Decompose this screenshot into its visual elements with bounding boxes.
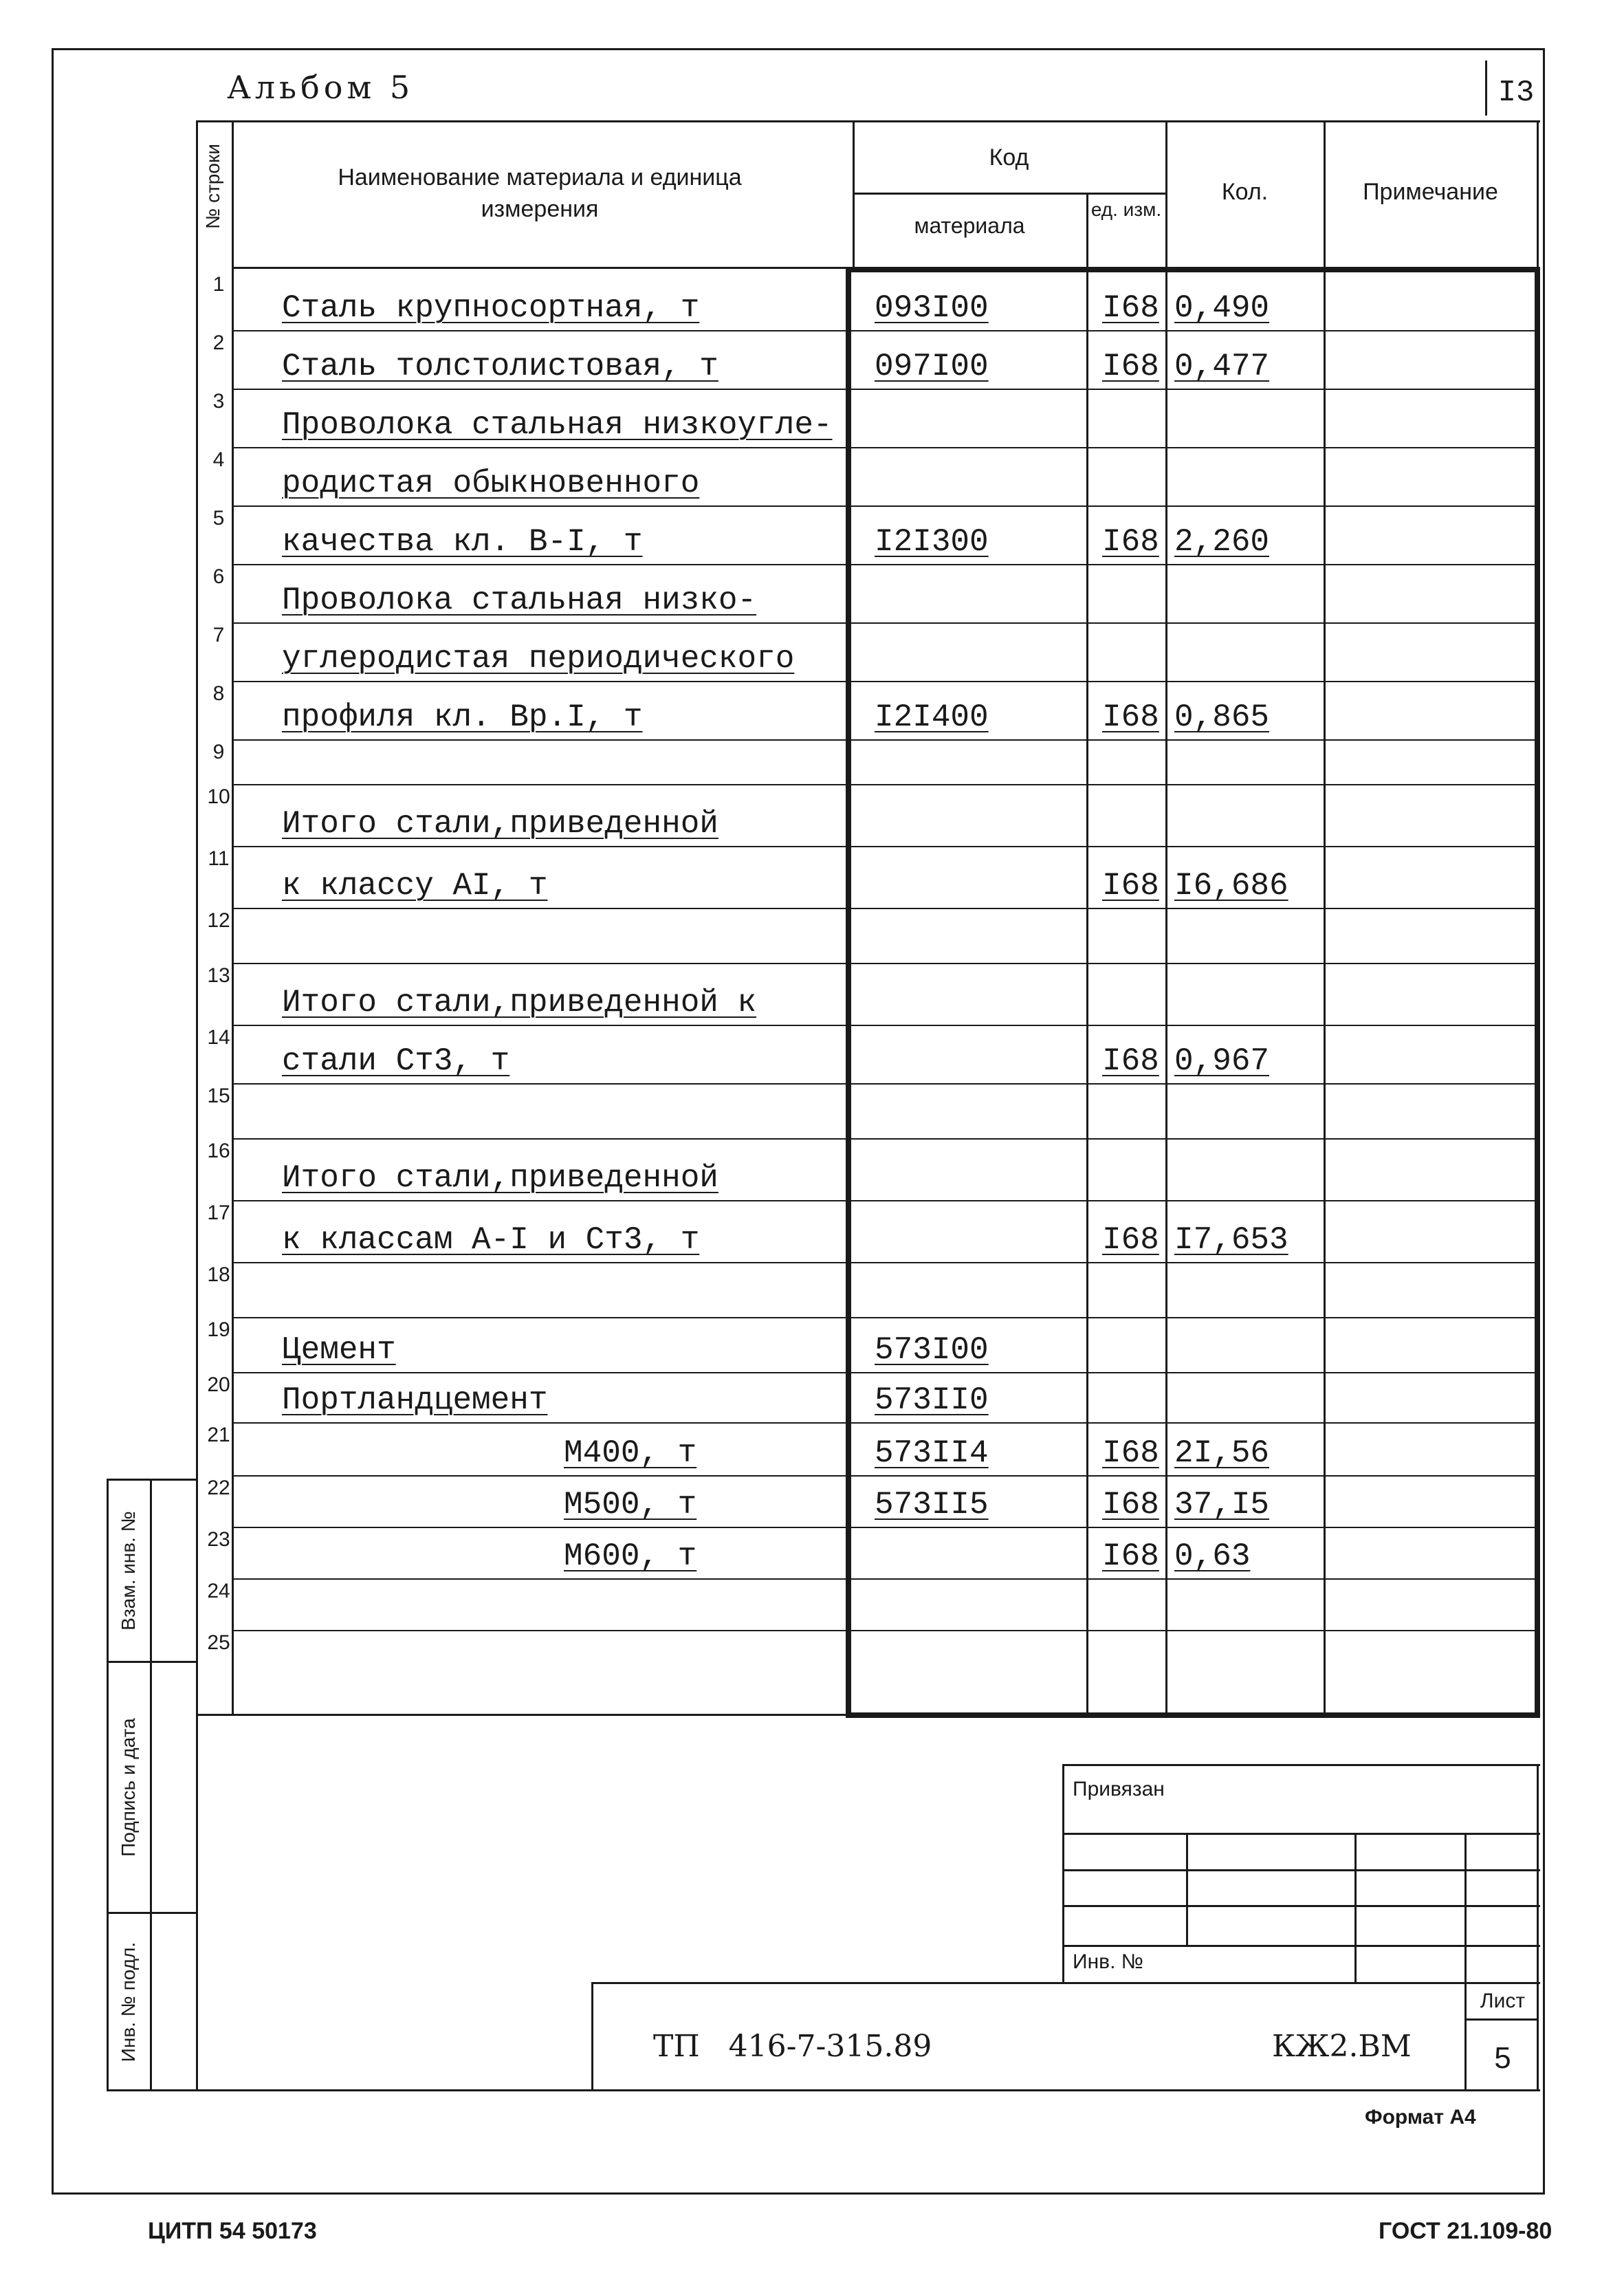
- stamp-left-line: [196, 1716, 198, 2091]
- row-number: 17: [207, 1201, 230, 1224]
- col-line-right-hdr: [1537, 120, 1539, 268]
- table-row-line: [232, 1630, 1538, 1631]
- stamp-main-top: [591, 1982, 1540, 1984]
- quantity: 0,477: [1174, 349, 1270, 384]
- material-name: М600, т: [564, 1538, 697, 1574]
- quantity: 2I,56: [1174, 1435, 1270, 1471]
- row-number: 22: [207, 1477, 230, 1499]
- material-code: 093I00: [875, 290, 989, 326]
- table-row-line: [232, 1138, 1538, 1140]
- footer-left: ЦИТП 54 50173: [148, 2218, 317, 2244]
- unit-code: I68: [1102, 290, 1159, 326]
- material-name: родистая обыкновенного: [282, 466, 700, 501]
- row-number: 12: [207, 909, 230, 932]
- header-note: Примечание: [1363, 179, 1498, 205]
- table-row-line: [232, 1578, 1538, 1580]
- table-row-line: [232, 622, 1538, 624]
- material-name: качества кл. В-I, т: [282, 524, 643, 560]
- table-row-line: [232, 1200, 1538, 1201]
- row-number: 21: [207, 1424, 230, 1446]
- unit-code: I68: [1102, 349, 1159, 384]
- table-row-line: [232, 963, 1538, 964]
- stamp-grid-1: [1062, 1833, 1540, 1835]
- quantity: 2,260: [1174, 524, 1270, 560]
- material-code: I2I400: [875, 699, 989, 735]
- row-number: 7: [212, 624, 225, 646]
- quantity: 0,865: [1174, 699, 1270, 735]
- table-row-line: [232, 330, 1538, 331]
- privyazan-label: Привязан: [1073, 1778, 1165, 1800]
- row-number: 4: [212, 448, 225, 471]
- stamp-grid-3: [1062, 1905, 1540, 1907]
- side-row-1: [107, 1661, 196, 1663]
- table-row-line: [232, 1025, 1538, 1026]
- page-no-box-left: [1485, 61, 1487, 116]
- table-row-line: [232, 1475, 1538, 1477]
- frame-right: [1543, 48, 1545, 2194]
- material-code: I2I300: [875, 524, 989, 560]
- quantity: 37,I5: [1174, 1487, 1270, 1523]
- material-name: Проволока стальная низкоугле-: [282, 407, 833, 443]
- table-row-line: [232, 389, 1538, 390]
- row-number: 10: [207, 785, 230, 808]
- row-number: 2: [212, 331, 225, 354]
- row-number: 15: [207, 1085, 230, 1107]
- material-name: Итого стали,приведенной: [282, 1160, 718, 1196]
- material-name: М400, т: [564, 1435, 697, 1471]
- page-number: I3: [1497, 76, 1535, 110]
- stamp-vgrid-1: [1186, 1833, 1188, 1946]
- body-left-thick: [846, 267, 851, 1718]
- row-number: 5: [212, 507, 225, 530]
- unit-code: I68: [1102, 1435, 1159, 1471]
- stamp-grid-2: [1062, 1869, 1540, 1871]
- table-row-line: [232, 1262, 1538, 1263]
- stamp-privyazan-top: [1062, 1764, 1540, 1766]
- unit-code: I68: [1102, 699, 1159, 735]
- header-material-name: Наименование материала и единица измерения: [338, 164, 742, 222]
- row-number: 20: [207, 1373, 230, 1396]
- album-label: Альбом 5: [227, 69, 415, 106]
- footer-right: ГОСТ 21.109-80: [1379, 2218, 1552, 2244]
- side-vzam-inv: Взам. инв. №: [118, 1511, 139, 1631]
- col-line-num: [232, 120, 234, 1716]
- stamp-vgrid-3: [1464, 1833, 1467, 2091]
- code-sub-line: [853, 193, 1165, 195]
- table-top-line: [196, 120, 1540, 122]
- sheet-number: 5: [1494, 2041, 1511, 2075]
- material-name: к классу АI, т: [282, 868, 548, 904]
- unit-code: I68: [1102, 868, 1159, 904]
- material-code: 573II5: [875, 1487, 989, 1523]
- header-code-unit: ед. изм.: [1090, 199, 1162, 220]
- col-line-left: [196, 120, 198, 1716]
- row-number: 25: [207, 1631, 230, 1654]
- header-row-number: № строки: [202, 144, 223, 229]
- material-code: 573I00: [875, 1332, 989, 1368]
- col-line-code: [1086, 268, 1088, 1715]
- table-row-line: [232, 447, 1538, 448]
- header-quantity: Кол.: [1221, 179, 1269, 205]
- col-line-unit: [1165, 268, 1167, 1715]
- frame-left: [52, 48, 54, 2194]
- row-number: 24: [207, 1580, 230, 1602]
- frame-bottom: [52, 2192, 1545, 2195]
- side-inv-podl: Инв. № подл.: [118, 1941, 139, 2062]
- row-number: 6: [212, 565, 225, 588]
- material-name: Итого стали,приведенной: [282, 806, 718, 842]
- project-designation: ТП 416-7-315.89: [653, 2029, 932, 2064]
- row-number: 3: [212, 390, 225, 413]
- material-name: профиля кл. Вр.I, т: [282, 699, 643, 735]
- row-number: 9: [212, 741, 225, 763]
- side-row-bottom: [107, 2089, 196, 2091]
- material-name: Итого стали,приведенной к: [282, 985, 757, 1021]
- stamp-privyazan-left: [1062, 1764, 1064, 1984]
- row-number: 8: [212, 682, 225, 705]
- table-row-line: [232, 681, 1538, 682]
- material-name: углеродистая периодического: [282, 641, 795, 677]
- material-name: Проволока стальная низко-: [282, 583, 757, 618]
- row-number: 23: [207, 1528, 230, 1551]
- table-row-line: [232, 1422, 1538, 1424]
- table-row-line: [232, 1083, 1538, 1085]
- material-name: к классам А-I и Ст3, т: [282, 1222, 700, 1258]
- body-right-thick: [1535, 267, 1540, 1718]
- material-code: 573II0: [875, 1382, 989, 1418]
- material-name: стали Ст3, т: [282, 1043, 510, 1079]
- document-code: КЖ2.ВМ: [1272, 2029, 1412, 2064]
- quantity: I7,653: [1174, 1222, 1288, 1258]
- material-code: 097I00: [875, 349, 989, 384]
- material-code: 573II4: [875, 1435, 989, 1471]
- row-number: 1: [212, 273, 225, 296]
- stamp-vgrid-2: [1354, 1833, 1357, 1984]
- stamp-right: [1537, 1764, 1539, 2091]
- material-name: Портландцемент: [282, 1382, 548, 1418]
- inv-no-label: Инв. №: [1073, 1950, 1143, 1973]
- unit-code: I68: [1102, 1043, 1159, 1079]
- side-col-mid: [150, 1479, 152, 2091]
- material-name: Сталь толстолистовая, т: [282, 349, 718, 384]
- stamp-grid-4: [1062, 1945, 1540, 1947]
- row-number: 11: [208, 847, 230, 870]
- side-row-2: [107, 1912, 196, 1914]
- header-code-material: материала: [914, 213, 1025, 238]
- side-podpis-data: Подпись и дата: [118, 1718, 139, 1857]
- unit-code: I68: [1102, 1487, 1159, 1523]
- sheet-label: Лист: [1480, 1990, 1526, 2012]
- stamp-main-left: [591, 1982, 593, 2091]
- stamp-sheet-divider: [1464, 2018, 1539, 2021]
- row-number: 19: [207, 1318, 230, 1341]
- material-name: Цемент: [282, 1332, 396, 1368]
- col-line-qty: [1324, 268, 1326, 1715]
- frame-top: [52, 48, 1545, 50]
- table-row-line: [232, 908, 1538, 909]
- table-row-line: [232, 564, 1538, 565]
- unit-code: I68: [1102, 1222, 1159, 1258]
- material-name: Сталь крупносортная, т: [282, 290, 700, 326]
- side-row-top: [107, 1479, 196, 1481]
- body-top-thick: [846, 267, 1540, 272]
- table-row-line: [232, 505, 1538, 507]
- stamp-bottom: [196, 2089, 1540, 2091]
- header-code: Код: [989, 144, 1029, 171]
- table-row-line: [232, 1317, 1538, 1318]
- table-row-line: [232, 846, 1538, 847]
- table-row-line: [232, 739, 1538, 741]
- quantity: 0,967: [1174, 1043, 1270, 1079]
- table-row-line: [232, 784, 1538, 785]
- row-number: 16: [207, 1140, 230, 1162]
- format-label: Формат А4: [1365, 2106, 1476, 2129]
- row-number: 18: [207, 1263, 230, 1286]
- side-col-left: [107, 1479, 109, 2091]
- unit-code: I68: [1102, 524, 1159, 560]
- table-row-line: [232, 1714, 1538, 1715]
- material-name: М500, т: [564, 1487, 697, 1523]
- quantity: 0,63: [1174, 1538, 1251, 1574]
- quantity: 0,490: [1174, 290, 1270, 326]
- row-number: 13: [207, 964, 230, 987]
- row-number: 14: [207, 1026, 230, 1049]
- body-top-thin: [232, 267, 847, 269]
- quantity: I6,686: [1174, 868, 1288, 904]
- table-row-line: [232, 1372, 1538, 1373]
- table-row-line: [232, 1527, 1538, 1528]
- unit-code: I68: [1102, 1538, 1159, 1574]
